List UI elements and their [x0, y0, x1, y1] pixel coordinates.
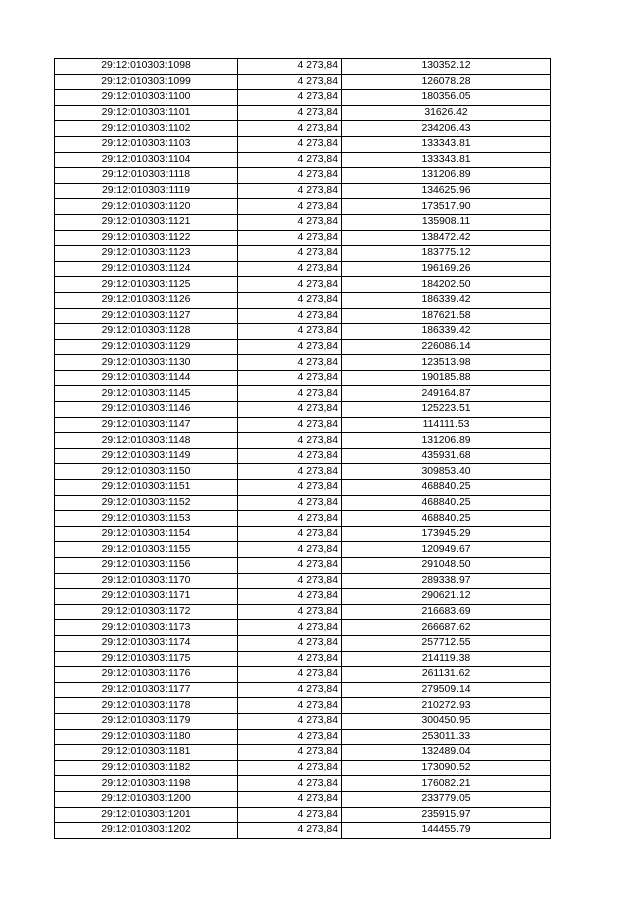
value-cell: 249164.87 [342, 386, 551, 402]
cadastral-number-cell: 29:12:010303:1176 [55, 667, 238, 683]
value-cell: 266687.62 [342, 620, 551, 636]
value-cell: 133343.81 [342, 152, 551, 168]
value-cell: 135908.11 [342, 214, 551, 230]
value-cell: 133343.81 [342, 136, 551, 152]
area-cell: 4 273,84 [238, 230, 342, 246]
value-cell: 123513.98 [342, 355, 551, 371]
value-cell: 289338.97 [342, 573, 551, 589]
cadastral-number-cell: 29:12:010303:1200 [55, 791, 238, 807]
area-cell: 4 273,84 [238, 807, 342, 823]
value-cell: 126078.28 [342, 74, 551, 90]
cadastral-number-cell: 29:12:010303:1170 [55, 573, 238, 589]
cadastral-number-cell: 29:12:010303:1144 [55, 370, 238, 386]
table-row [55, 823, 551, 839]
table-row [55, 74, 551, 90]
cadastral-number-cell: 29:12:010303:1126 [55, 292, 238, 308]
table-row [55, 667, 551, 683]
cadastral-number-cell: 29:12:010303:1182 [55, 760, 238, 776]
cadastral-number-cell: 29:12:010303:1178 [55, 698, 238, 714]
value-cell: 234206.43 [342, 121, 551, 137]
area-cell: 4 273,84 [238, 791, 342, 807]
area-cell: 4 273,84 [238, 121, 342, 137]
cadastral-number-cell: 29:12:010303:1127 [55, 308, 238, 324]
table-row [55, 308, 551, 324]
area-cell: 4 273,84 [238, 339, 342, 355]
value-cell: 130352.12 [342, 59, 551, 75]
value-cell: 173517.90 [342, 199, 551, 215]
table-row [55, 542, 551, 558]
area-cell: 4 273,84 [238, 105, 342, 121]
cadastral-number-cell: 29:12:010303:1171 [55, 589, 238, 605]
value-cell: 120949.67 [342, 542, 551, 558]
area-cell: 4 273,84 [238, 199, 342, 215]
cadastral-number-cell: 29:12:010303:1147 [55, 417, 238, 433]
area-cell: 4 273,84 [238, 776, 342, 792]
value-cell: 261131.62 [342, 667, 551, 683]
area-cell: 4 273,84 [238, 324, 342, 340]
cadastral-number-cell: 29:12:010303:1104 [55, 152, 238, 168]
area-cell: 4 273,84 [238, 682, 342, 698]
area-cell: 4 273,84 [238, 526, 342, 542]
table-row [55, 511, 551, 527]
cadastral-number-cell: 29:12:010303:1122 [55, 230, 238, 246]
area-cell: 4 273,84 [238, 604, 342, 620]
value-cell: 131206.89 [342, 168, 551, 184]
value-cell: 190185.88 [342, 370, 551, 386]
cadastral-number-cell: 29:12:010303:1174 [55, 635, 238, 651]
table-row [55, 59, 551, 75]
cadastral-number-cell: 29:12:010303:1153 [55, 511, 238, 527]
value-cell: 180356.05 [342, 90, 551, 106]
value-cell: 186339.42 [342, 292, 551, 308]
table-row [55, 136, 551, 152]
cadastral-number-cell: 29:12:010303:1151 [55, 480, 238, 496]
cadastral-number-cell: 29:12:010303:1130 [55, 355, 238, 371]
cadastral-number-cell: 29:12:010303:1149 [55, 448, 238, 464]
table-row [55, 745, 551, 761]
area-cell: 4 273,84 [238, 464, 342, 480]
area-cell: 4 273,84 [238, 760, 342, 776]
cadastral-number-cell: 29:12:010303:1120 [55, 199, 238, 215]
area-cell: 4 273,84 [238, 90, 342, 106]
table-row [55, 651, 551, 667]
table-row [55, 355, 551, 371]
area-cell: 4 273,84 [238, 480, 342, 496]
cadastral-number-cell: 29:12:010303:1123 [55, 246, 238, 262]
table-row [55, 682, 551, 698]
value-cell: 235915.97 [342, 807, 551, 823]
table-row [55, 183, 551, 199]
table-row [55, 791, 551, 807]
table-row [55, 370, 551, 386]
area-cell: 4 273,84 [238, 261, 342, 277]
cadastral-number-cell: 29:12:010303:1145 [55, 386, 238, 402]
table-row [55, 807, 551, 823]
area-cell: 4 273,84 [238, 495, 342, 511]
table-row [55, 230, 551, 246]
area-cell: 4 273,84 [238, 511, 342, 527]
cadastral-number-cell: 29:12:010303:1177 [55, 682, 238, 698]
area-cell: 4 273,84 [238, 370, 342, 386]
value-cell: 309853.40 [342, 464, 551, 480]
cadastral-number-cell: 29:12:010303:1118 [55, 168, 238, 184]
table-row [55, 433, 551, 449]
area-cell: 4 273,84 [238, 308, 342, 324]
table-row [55, 417, 551, 433]
cadastral-number-cell: 29:12:010303:1179 [55, 713, 238, 729]
cadastral-number-cell: 29:12:010303:1101 [55, 105, 238, 121]
value-cell: 210272.93 [342, 698, 551, 714]
area-cell: 4 273,84 [238, 729, 342, 745]
table-row [55, 402, 551, 418]
area-cell: 4 273,84 [238, 59, 342, 75]
value-cell: 226086.14 [342, 339, 551, 355]
area-cell: 4 273,84 [238, 635, 342, 651]
table-row [55, 573, 551, 589]
table-row [55, 105, 551, 121]
value-cell: 183775.12 [342, 246, 551, 262]
table-row [55, 261, 551, 277]
table-row [55, 620, 551, 636]
area-cell: 4 273,84 [238, 573, 342, 589]
table-row [55, 448, 551, 464]
area-cell: 4 273,84 [238, 183, 342, 199]
value-cell: 125223.51 [342, 402, 551, 418]
cadastral-number-cell: 29:12:010303:1152 [55, 495, 238, 511]
table-row [55, 776, 551, 792]
cadastral-number-cell: 29:12:010303:1100 [55, 90, 238, 106]
table-row [55, 526, 551, 542]
value-cell: 214119.38 [342, 651, 551, 667]
cadastral-number-cell: 29:12:010303:1156 [55, 558, 238, 574]
cadastral-number-cell: 29:12:010303:1202 [55, 823, 238, 839]
table-row [55, 480, 551, 496]
area-cell: 4 273,84 [238, 667, 342, 683]
area-cell: 4 273,84 [238, 74, 342, 90]
value-cell: 279509.14 [342, 682, 551, 698]
area-cell: 4 273,84 [238, 823, 342, 839]
cadastral-number-cell: 29:12:010303:1128 [55, 324, 238, 340]
area-cell: 4 273,84 [238, 620, 342, 636]
cadastral-number-cell: 29:12:010303:1172 [55, 604, 238, 620]
cadastral-number-cell: 29:12:010303:1181 [55, 745, 238, 761]
cadastral-number-cell: 29:12:010303:1155 [55, 542, 238, 558]
table-row [55, 292, 551, 308]
value-cell: 291048.50 [342, 558, 551, 574]
table-row [55, 604, 551, 620]
value-cell: 176082.21 [342, 776, 551, 792]
value-cell: 187621.58 [342, 308, 551, 324]
value-cell: 233779.05 [342, 791, 551, 807]
table-row [55, 558, 551, 574]
table-row [55, 729, 551, 745]
table-row [55, 339, 551, 355]
value-cell: 186339.42 [342, 324, 551, 340]
cadastral-value-table [54, 58, 551, 839]
table-row [55, 635, 551, 651]
table-row [55, 277, 551, 293]
area-cell: 4 273,84 [238, 136, 342, 152]
table-row [55, 698, 551, 714]
cadastral-number-cell: 29:12:010303:1102 [55, 121, 238, 137]
table-row [55, 589, 551, 605]
area-cell: 4 273,84 [238, 651, 342, 667]
cadastral-number-cell: 29:12:010303:1150 [55, 464, 238, 480]
table-row [55, 121, 551, 137]
table-row [55, 386, 551, 402]
table-row [55, 495, 551, 511]
cadastral-number-cell: 29:12:010303:1099 [55, 74, 238, 90]
table-row [55, 214, 551, 230]
value-cell: 290621.12 [342, 589, 551, 605]
value-cell: 257712.55 [342, 635, 551, 651]
cadastral-number-cell: 29:12:010303:1198 [55, 776, 238, 792]
value-cell: 114111.53 [342, 417, 551, 433]
value-cell: 216683.69 [342, 604, 551, 620]
area-cell: 4 273,84 [238, 355, 342, 371]
area-cell: 4 273,84 [238, 589, 342, 605]
cadastral-number-cell: 29:12:010303:1148 [55, 433, 238, 449]
area-cell: 4 273,84 [238, 542, 342, 558]
area-cell: 4 273,84 [238, 745, 342, 761]
value-cell: 468840.25 [342, 480, 551, 496]
area-cell: 4 273,84 [238, 433, 342, 449]
cadastral-number-cell: 29:12:010303:1103 [55, 136, 238, 152]
area-cell: 4 273,84 [238, 713, 342, 729]
value-cell: 132489.04 [342, 745, 551, 761]
value-cell: 173945.29 [342, 526, 551, 542]
area-cell: 4 273,84 [238, 292, 342, 308]
value-cell: 300450.95 [342, 713, 551, 729]
table-row [55, 760, 551, 776]
area-cell: 4 273,84 [238, 386, 342, 402]
cadastral-number-cell: 29:12:010303:1125 [55, 277, 238, 293]
value-cell: 138472.42 [342, 230, 551, 246]
cadastral-number-cell: 29:12:010303:1173 [55, 620, 238, 636]
table-row [55, 90, 551, 106]
value-cell: 31626.42 [342, 105, 551, 121]
cadastral-number-cell: 29:12:010303:1129 [55, 339, 238, 355]
area-cell: 4 273,84 [238, 417, 342, 433]
table-row [55, 464, 551, 480]
table-row [55, 152, 551, 168]
value-cell: 131206.89 [342, 433, 551, 449]
cadastral-number-cell: 29:12:010303:1180 [55, 729, 238, 745]
value-cell: 173090.52 [342, 760, 551, 776]
table-row [55, 324, 551, 340]
cadastral-number-cell: 29:12:010303:1154 [55, 526, 238, 542]
cadastral-number-cell: 29:12:010303:1121 [55, 214, 238, 230]
value-cell: 253011.33 [342, 729, 551, 745]
area-cell: 4 273,84 [238, 558, 342, 574]
area-cell: 4 273,84 [238, 448, 342, 464]
value-cell: 468840.25 [342, 495, 551, 511]
value-cell: 134625.96 [342, 183, 551, 199]
table-row [55, 246, 551, 262]
area-cell: 4 273,84 [238, 214, 342, 230]
table-row [55, 713, 551, 729]
area-cell: 4 273,84 [238, 402, 342, 418]
cadastral-number-cell: 29:12:010303:1175 [55, 651, 238, 667]
area-cell: 4 273,84 [238, 698, 342, 714]
value-cell: 144455.79 [342, 823, 551, 839]
value-cell: 435931.68 [342, 448, 551, 464]
area-cell: 4 273,84 [238, 246, 342, 262]
value-cell: 196169.26 [342, 261, 551, 277]
area-cell: 4 273,84 [238, 152, 342, 168]
cadastral-number-cell: 29:12:010303:1146 [55, 402, 238, 418]
area-cell: 4 273,84 [238, 277, 342, 293]
area-cell: 4 273,84 [238, 168, 342, 184]
table-row [55, 199, 551, 215]
cadastral-number-cell: 29:12:010303:1098 [55, 59, 238, 75]
value-cell: 468840.25 [342, 511, 551, 527]
cadastral-number-cell: 29:12:010303:1201 [55, 807, 238, 823]
cadastral-number-cell: 29:12:010303:1119 [55, 183, 238, 199]
value-cell: 184202.50 [342, 277, 551, 293]
cadastral-number-cell: 29:12:010303:1124 [55, 261, 238, 277]
table-row [55, 168, 551, 184]
table-body [55, 59, 551, 839]
